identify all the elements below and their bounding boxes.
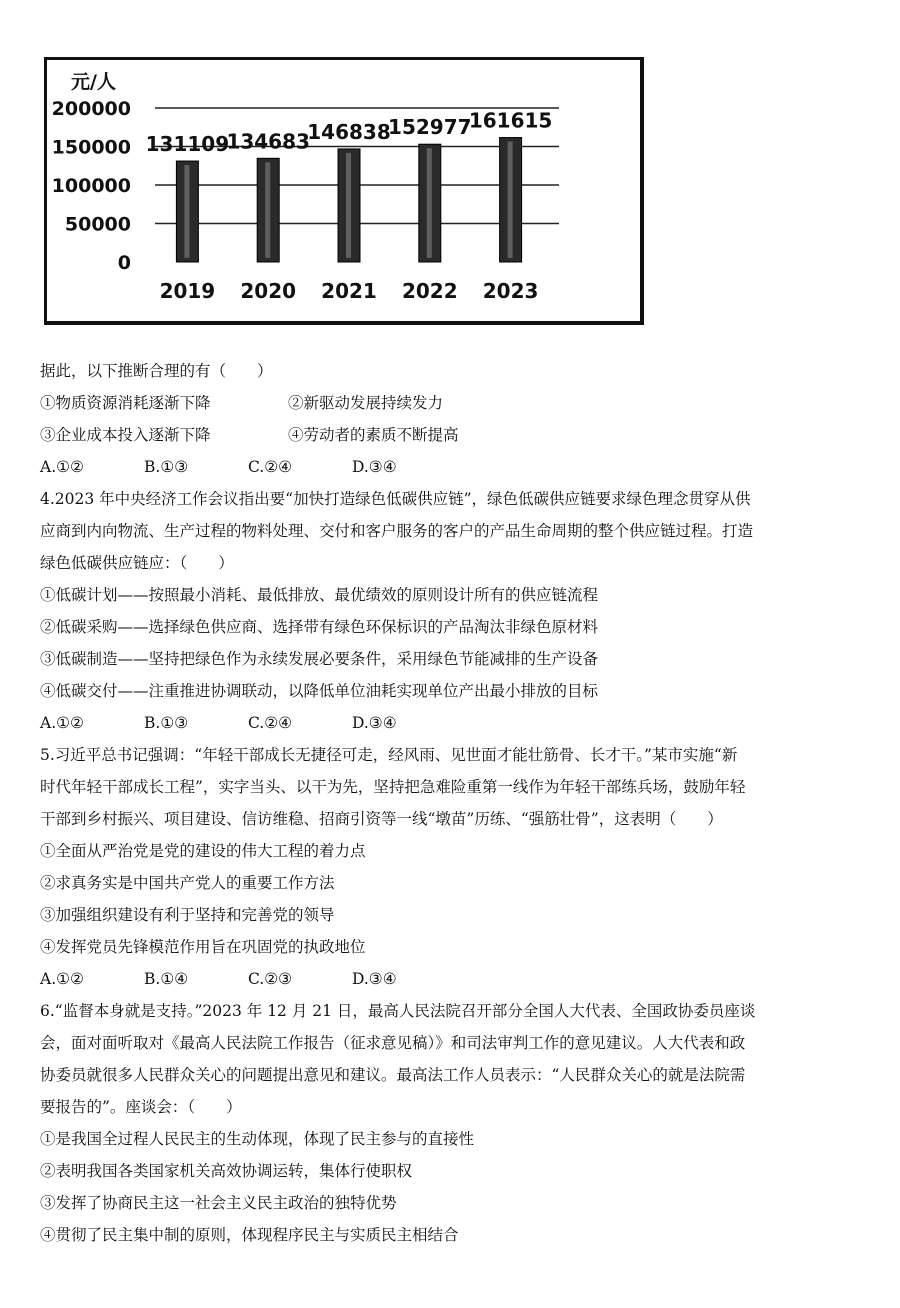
q5-option-3: ③加强组织建设有利于坚持和完善党的领导 (40, 906, 335, 924)
q6-option-3: ③发挥了协商民主这一社会主义民主政治的独特优势 (40, 1194, 397, 1212)
q4-option-1: ①低碳计划——按照最小消耗、最低排放、最优绩效的原则设计所有的供应链流程 (40, 586, 599, 604)
q3-option-4: ④劳动者的素质不断提高 (288, 426, 459, 444)
q5-choice-a: A.①② (40, 970, 84, 988)
data-label: 134683 (226, 129, 310, 154)
q4-stem-line: 应商到内向物流、生产过程的物料处理、交付和客户服务的客户的产品生命周期的整个供应链过程。打造 (40, 522, 754, 540)
q6-stem-line: 协委员就很多人民群众关心的问题提出意见和建议。最高法工作人员表示：“人民群众关心的就是法院需 (40, 1066, 746, 1084)
y-tick-label: 200000 (51, 98, 131, 120)
q5-choice-d: D.③④ (352, 970, 397, 988)
y-tick-label: 100000 (51, 175, 131, 197)
y-tick-label: 0 (117, 252, 131, 274)
q5-choice-c: C.②③ (248, 970, 293, 988)
q6-option-2: ②表明我国各类国家机关高效协调运转，集体行使职权 (40, 1162, 413, 1180)
bar-chart (44, 57, 644, 325)
q4-choice-a: A.①② (40, 714, 84, 732)
q3-option-3: ③企业成本投入逐渐下降 (40, 426, 211, 444)
data-label: 131109 (145, 132, 230, 157)
q5-option-2: ②求真务实是中国共产党人的重要工作方法 (40, 874, 335, 892)
q5-option-1: ①全面从严治党是党的建设的伟大工程的着力点 (40, 842, 366, 860)
q4-option-3: ③低碳制造——坚持把绿色作为永续发展必要条件，采用绿色节能减排的生产设备 (40, 650, 599, 668)
bar-highlight (184, 165, 189, 258)
q5-stem-line: 干部到乡村振兴、项目建设、信访维稳、招商引资等一线“墩苗”历练、“强筋壮骨”，这表明（ ） (40, 810, 723, 828)
q3-choices (40, 451, 860, 483)
q5-choice-b: B.①④ (144, 970, 189, 988)
q4-option-4: ④低碳交付——注重推进协调联动，以降低单位油耗实现单位产出最小排放的目标 (40, 682, 599, 700)
q4-choices (40, 707, 860, 739)
y-tick-label: 150000 (51, 136, 131, 159)
q4-choice-b: B.①③ (144, 714, 189, 732)
q3-stem: 据此，以下推断合理的有（ ） (40, 362, 273, 380)
y-axis-label: 元/人 (71, 71, 116, 93)
q6-option-1: ①是我国全过程人民民主的生动体现，体现了民主参与的直接性 (40, 1130, 475, 1148)
bar-chart-svg (47, 60, 641, 321)
q6-option-4: ④贯彻了民主集中制的原则，体现程序民主与实质民主相结合 (40, 1226, 459, 1244)
data-label: 152977 (388, 115, 472, 140)
q5-choices (40, 963, 860, 995)
q3-option-1: ①物质资源消耗逐渐下降 (40, 394, 211, 412)
x-tick-label: 2023 (482, 279, 539, 303)
x-tick-label: 2021 (321, 279, 377, 303)
question-content (40, 355, 860, 1251)
bar-highlight (265, 162, 270, 258)
bar-highlight (508, 142, 513, 258)
q4-stem-line: 绿色低碳供应链应：（ ） (40, 554, 234, 572)
q3-choice-b: B.①③ (144, 458, 189, 476)
x-tick-label: 2019 (159, 279, 216, 303)
q6-stem-line: 会，面对面听取对《最高人民法院工作报告（征求意见稿）》和司法审判工作的意见建议。人大代表和政 (40, 1034, 746, 1052)
data-label: 161615 (468, 108, 553, 133)
q6-stem-line: 要报告的”。座谈会：（ ） (40, 1098, 242, 1116)
q3-choice-c: C.②④ (248, 458, 293, 476)
q5-option-4: ④发挥党员先锋模范作用旨在巩固党的执政地位 (40, 938, 366, 956)
x-tick-label: 2022 (401, 279, 458, 303)
q3-choice-d: D.③④ (352, 458, 397, 476)
x-tick-label: 2020 (240, 279, 297, 303)
q3-option-row (40, 419, 860, 451)
y-tick-label: 50000 (64, 213, 131, 236)
q5-stem-line: 时代年轻干部成长工程”，实字当头、以干为先，坚持把急难险重第一线作为年轻干部练兵场，鼓励年轻 (40, 778, 746, 796)
q3-choice-a: A.①② (40, 458, 84, 476)
q3-option-row (40, 387, 860, 419)
q5-stem-line: 5.习近平总书记强调：“年轻干部成长无捷径可走，经风雨、见世面才能壮筋骨、长才干。”某市实施“新 (40, 746, 738, 764)
q4-option-2: ②低碳采购——选择绿色供应商、选择带有绿色环保标识的产品淘汰非绿色原材料 (40, 618, 599, 636)
bar-highlight (346, 153, 351, 258)
data-label: 146838 (307, 119, 391, 144)
q4-choice-c: C.②④ (248, 714, 293, 732)
q4-choice-d: D.③④ (352, 714, 397, 732)
bar-highlight (427, 148, 432, 258)
q3-option-2: ②新驱动发展持续发力 (288, 394, 444, 412)
q4-stem-line: 4.2023 年中央经济工作会议指出要“加快打造绿色低碳供应链”，绿色低碳供应链要求绿色理念贯穿从供 (40, 490, 751, 508)
q6-stem-line: 6.“监督本身就是支持。”2023 年 12 月 21 日，最高人民法院召开部分全国人大代表、全国政协委员座谈 (40, 1002, 756, 1020)
